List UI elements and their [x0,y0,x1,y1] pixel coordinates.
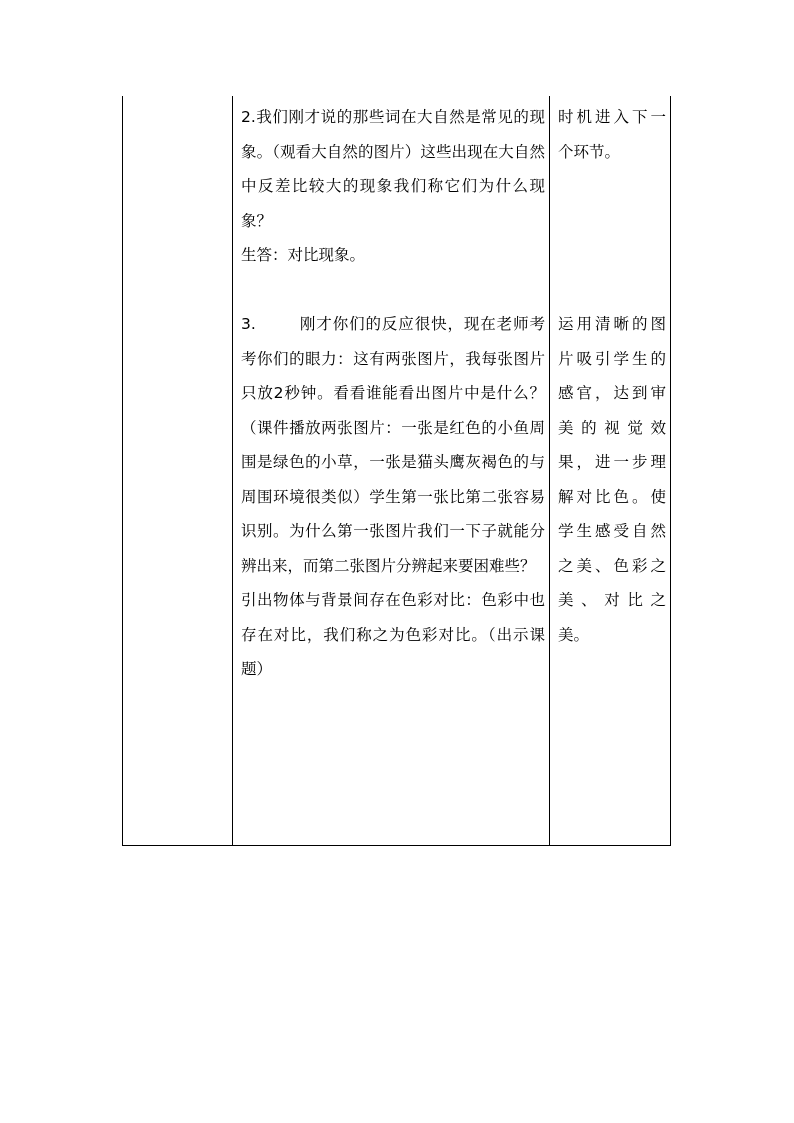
activity-body: 刚才你们的反应很快，现在老师考考你们的眼力：这有两张图片，我每张图片只放2秒钟。看看谁能看出图片中是什么？（课件播放两张图片：一张是红色的小鱼周围是绿色的小草，一张是猫头鹰灰褐色的与周围环境很类似）学生第一张比第二张容易识别。为什么第一张图片我们一下子就能分辨出来，而第二张图片分辨起来要困难些？ [241,315,545,575]
activity-cell-3 [241,307,545,687]
activity-number: 3. [241,315,256,333]
activity-paragraph: 引出物体与背景间存在色彩对比：色彩中也存在对比，我们称之为色彩对比。（出示课题） [241,591,545,678]
stage-column [122,96,233,845]
intent-cell-3 [558,307,666,652]
intent-text: 时机进入下一个环节。 [558,108,666,161]
lesson-plan-table [122,96,671,846]
intent-text: 运用清晰的图片吸引学生的感官，达到审美的视觉效果，进一步理解对比色。使学生感受自然之美、色彩之美、对比之美。 [558,315,666,644]
activity-paragraph [241,307,545,583]
activity-column [233,96,550,845]
activity-cell-2 [241,100,545,273]
intent-column [550,96,671,845]
activity-paragraph: 2.我们刚才说的那些词在大自然是常见的现象。（观看大自然的图片）这些出现在大自然中反差比较大的现象我们称它们为什么现象？ [241,108,545,230]
student-answer: 生答：对比现象。 [241,246,366,264]
intent-cell-2 [558,100,666,169]
